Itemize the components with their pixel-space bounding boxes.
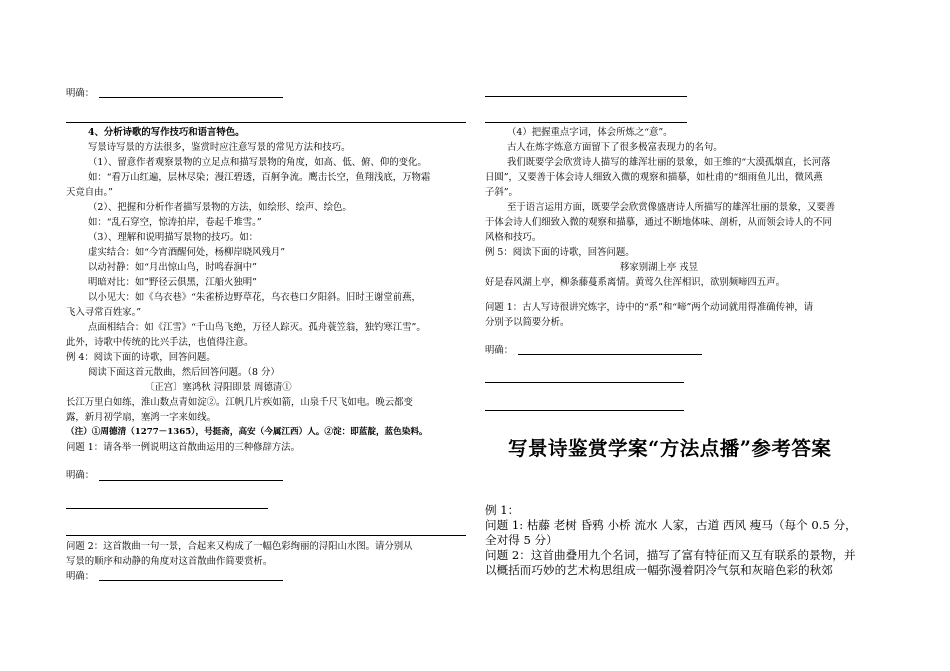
paragraph: 风格和技巧。 (485, 232, 542, 243)
question: 写景的顺序和动静的角度对这首散曲作简要赏析。 (66, 556, 273, 567)
answer-text: 问题 1: 枯藤 老树 昏鸦 小桥 流水 人家，古道 西风 瘦马（每个 0.5 分， (485, 518, 857, 532)
paragraph: 如：“乱石穿空，惊涛拍岸，卷起千堆雪。” (88, 217, 262, 228)
paragraph: （2）、把握和分析作者描写景物的方法，如绘形、绘声、绘色。 (88, 202, 352, 213)
answer-label: 明确： (66, 88, 95, 99)
answer-line[interactable] (485, 96, 687, 97)
answer-line[interactable] (518, 354, 702, 355)
answer-title: 写景诗鉴赏学案“方法点播”参考答案 (508, 437, 832, 460)
poem-title: 〔正宫〕塞鸿秋 浔阳即景 周德清① (145, 382, 292, 393)
question: 问题 2：这首散曲一句一景，合起来又构成了一幅色彩绚丽的浔阳山水图。请分别从 (66, 541, 413, 552)
separator-line (66, 122, 466, 123)
separator-line (66, 535, 466, 536)
paragraph: （1）、留意作者观察景物的立足点和描写景物的角度，如高、低、俯、仰的变化。 (88, 157, 427, 168)
paragraph: 于体会诗人们细致入微的观察和描摹，通过不断地体味、剖析，从而领会诗人的不同 (485, 217, 832, 228)
paragraph: 日圆”，又要善于体会诗人细致入微的观察和描摹，如杜甫的“细雨鱼儿出，微风燕 (485, 172, 823, 183)
example-heading: 例 4：阅读下面的诗歌，回答问题。 (66, 352, 216, 363)
paragraph: 飞入寻常百姓家。” (66, 307, 142, 318)
answer-text: 全对得 5 分） (485, 533, 558, 547)
answer-line[interactable] (485, 410, 684, 411)
answer-line[interactable] (99, 580, 283, 581)
paragraph: （4）把握重点字词，体会所炼之“意”。 (507, 127, 673, 138)
paragraph: 天竞自由。” (66, 187, 113, 198)
paragraph: 子斜”。 (485, 187, 518, 198)
poem-text: 好是春风湖上亭，柳条藤蔓系离情。黄莺久住浑相识，欲别频啼四五声。 (485, 277, 786, 288)
example-heading: 例 1： (485, 503, 520, 517)
answer-label: 明确： (66, 470, 95, 481)
paragraph: 点面相结合：如《江雪》“千山鸟飞绝，万径人踪灭。孤舟蓑笠翁，独钓寒江雪”。 (88, 322, 426, 333)
answer-text: 以概括而巧妙的艺术构思组成一幅弥漫着阴冷气氛和灰暗色彩的秋郊 (485, 563, 833, 577)
paragraph: 如：“看万山红遍，层林尽染；漫江碧透，百舸争流。鹰击长空，鱼翔浅底，万物霜 (88, 172, 431, 183)
section-heading: 4、分析诗歌的写作技巧和语言特色。 (88, 127, 245, 138)
paragraph: 此外，诗歌中传统的比兴手法，也值得注意。 (66, 337, 254, 348)
paragraph: 古人在炼字炼意方面留下了很多极富表现力的名句。 (507, 142, 723, 153)
paragraph: 明暗对比：如”野径云俱黑，江船火独明” (88, 277, 257, 288)
question: 问题 1：古人写诗很讲究炼字，诗中的“系”和“啼”两个动词就用得准确传神，请 (485, 302, 814, 313)
instruction: 阅读下面这首元散曲，然后回答问题。（8 分） (88, 367, 280, 378)
paragraph: 以动衬静：如“月出惊山鸟，时鸣春涧中” (88, 262, 257, 273)
question: 问题 1：请各举一例说明这首散曲运用的三种修辞方法。 (66, 442, 300, 453)
answer-label: 明确： (485, 345, 514, 356)
poem-title: 移家别湖上亭 戎昱 (620, 262, 698, 273)
example-heading: 例 5：阅读下面的诗歌，回答问题。 (485, 247, 635, 258)
paragraph: 虚实结合：如“今宵酒醒何处，杨柳岸晓风残月” (88, 247, 286, 258)
answer-label: 明确： (66, 571, 95, 582)
paragraph: 以小见大：如《乌衣巷》“朱雀桥边野草花，乌衣巷口夕阳斜。旧时王谢堂前燕， (88, 292, 421, 303)
answer-line[interactable] (485, 382, 684, 383)
footnote: （注）①周德清（1277－1365），号挺斋，高安（今属江西）人。②淀：即蓝靛，蓝色染料。 (66, 427, 428, 437)
paragraph: （3）、理解和说明描写景物的技巧。如： (88, 232, 259, 243)
poem-text: 露，新月初学扇，塞鸿一字来如线。 (66, 412, 217, 423)
answer-text: 问题 2：这首曲叠用九个名词，描写了富有特征而又互有联系的景物，并 (485, 548, 856, 562)
answer-line[interactable] (485, 122, 687, 123)
paragraph: 写景诗写景的方法很多，鉴赏时应注意写景的常见方法和技巧。 (88, 142, 351, 153)
answer-line[interactable] (66, 508, 268, 509)
paragraph: 我们既要学会欣赏诗人描写的雄浑壮丽的景象，如王维的“大漠孤烟直，长河落 (507, 157, 831, 168)
question: 分别予以简要分析。 (485, 317, 570, 328)
answer-line[interactable] (99, 480, 283, 481)
answer-line[interactable] (99, 97, 283, 98)
paragraph: 至于语言运用方面，既要学会欣赏像盛唐诗人所描写的雄浑壮丽的景象，又要善 (507, 202, 836, 213)
poem-text: 长江万里白如练，淮山数点青如淀②。江帆几片疾如箭，山泉千尺飞如电。晚云都变 (66, 397, 413, 408)
